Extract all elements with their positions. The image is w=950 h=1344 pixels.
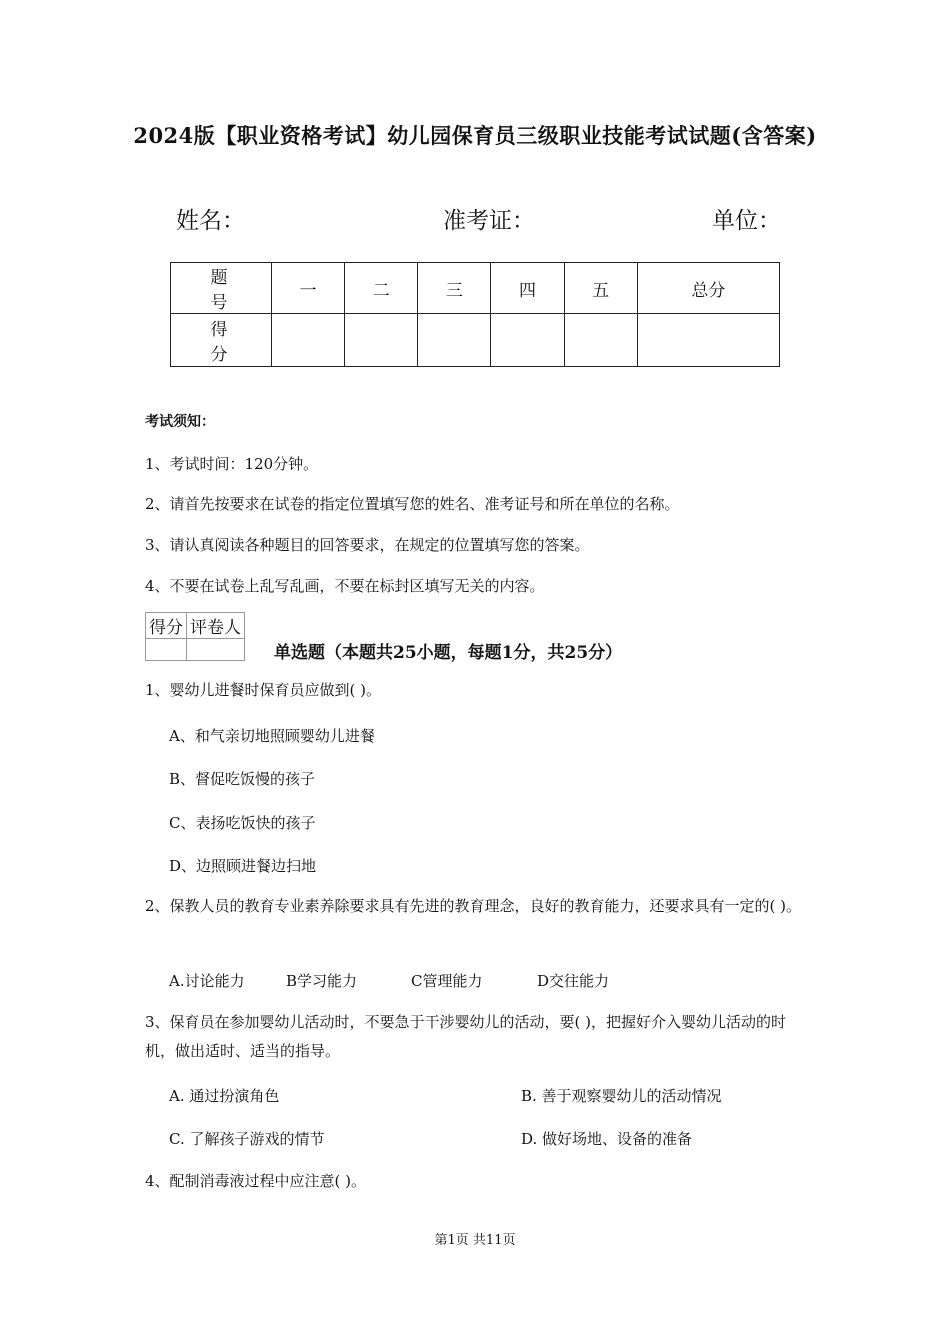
question-stem: 3、保育员在参加婴幼儿活动时，不要急于干涉婴幼儿的活动，要( )，把握好介入婴幼儿活动的时机，做出适时、适当的指导。 bbox=[145, 1013, 787, 1060]
score-cell[interactable] bbox=[272, 314, 345, 367]
question-option: B学习能力 bbox=[286, 972, 358, 990]
score-cell[interactable] bbox=[345, 314, 418, 367]
score-table bbox=[170, 262, 780, 367]
score-header-cell: 五 bbox=[564, 263, 637, 314]
grader-name-cell[interactable] bbox=[187, 639, 245, 661]
question-option: D、边照顾进餐边扫地 bbox=[169, 857, 317, 875]
score-header-cell: 二 bbox=[345, 263, 418, 314]
section-title: 单选题（本题共25小题，每题1分，共25分） bbox=[274, 643, 623, 663]
grader-score-cell[interactable] bbox=[146, 639, 187, 661]
question-option: C、表扬吃饭快的孩子 bbox=[169, 814, 316, 832]
document-title: 2024版【职业资格考试】幼儿园保育员三级职业技能考试试题(含答案) bbox=[133, 123, 817, 148]
question-option: D. 做好场地、设备的准备 bbox=[521, 1130, 693, 1148]
grader-box bbox=[145, 612, 245, 661]
question-option: D交往能力 bbox=[537, 972, 610, 990]
grader-score-label: 得分 bbox=[146, 613, 187, 639]
score-header-cell: 四 bbox=[491, 263, 564, 314]
score-cell[interactable] bbox=[491, 314, 564, 367]
question-stem: 4、配制消毒液过程中应注意( )。 bbox=[145, 1172, 367, 1190]
score-cell[interactable] bbox=[418, 314, 491, 367]
score-table-score-row bbox=[171, 314, 780, 367]
page-footer: 第1页 共11页 bbox=[434, 1233, 516, 1248]
question-stem: 1、婴幼儿进餐时保育员应做到( )。 bbox=[145, 681, 382, 699]
notice-item: 3、请认真阅读各种题目的回答要求，在规定的位置填写您的答案。 bbox=[145, 536, 590, 554]
exam-id-label: 准考证： bbox=[443, 208, 535, 234]
name-label: 姓名： bbox=[176, 208, 245, 234]
question-option: C. 了解孩子游戏的情节 bbox=[169, 1130, 325, 1148]
score-header-label: 题 号 bbox=[171, 263, 272, 314]
score-cell[interactable] bbox=[564, 314, 637, 367]
score-header-cell: 三 bbox=[418, 263, 491, 314]
question-option: A. 通过扮演角色 bbox=[169, 1087, 280, 1105]
question-stem: 2、保教人员的教育专业素养除要求具有先进的教育理念，良好的教育能力，还要求具有一定的( )。 bbox=[145, 897, 802, 915]
notice-item: 4、不要在试卷上乱写乱画，不要在标封区填写无关的内容。 bbox=[145, 577, 545, 595]
notice-item: 2、请首先按要求在试卷的指定位置填写您的姓名、准考证号和所在单位的名称。 bbox=[145, 495, 680, 513]
question-option: A、和气亲切地照顾婴幼儿进餐 bbox=[169, 727, 375, 745]
score-cell[interactable] bbox=[637, 314, 779, 367]
score-row-label: 得 分 bbox=[171, 314, 272, 367]
score-table-header-row bbox=[171, 263, 780, 314]
question-option: A.讨论能力 bbox=[169, 972, 245, 990]
grader-name-label: 评卷人 bbox=[187, 613, 245, 639]
question-option: B. 善于观察婴幼儿的活动情况 bbox=[521, 1087, 722, 1105]
question-option: C管理能力 bbox=[411, 972, 483, 990]
notice-item: 1、考试时间：120分钟。 bbox=[145, 455, 319, 473]
notice-heading: 考试须知： bbox=[145, 414, 215, 430]
score-header-cell: 一 bbox=[272, 263, 345, 314]
unit-label: 单位： bbox=[712, 208, 781, 234]
question-option: B、督促吃饭慢的孩子 bbox=[169, 770, 316, 788]
score-header-cell: 总分 bbox=[637, 263, 779, 314]
